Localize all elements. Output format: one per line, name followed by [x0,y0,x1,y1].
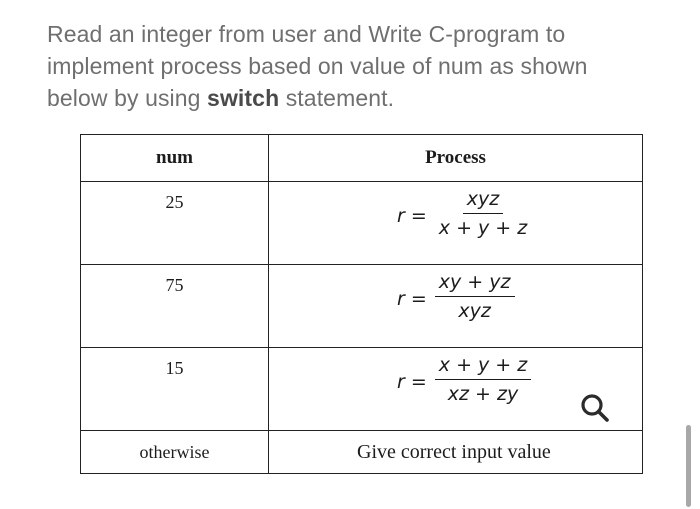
num-cell: 25 [81,182,269,265]
table-row [81,348,643,431]
formula [397,271,515,322]
question-prompt [47,18,647,114]
prompt-text-after: statement. [279,85,395,111]
num-cell: 75 [81,265,269,348]
formula [397,188,531,239]
fraction [435,354,531,405]
process-table [80,134,643,474]
header-num: num [81,135,269,182]
process-cell [269,265,643,348]
formula [397,354,531,405]
prompt-text-before: Read an integer from user and Write C-program to implement process based on value of num as shown below by using [47,21,588,111]
table-header-row [81,135,643,182]
fraction-denominator: xz + zy [447,383,519,405]
table-row [81,431,643,474]
process-cell [269,431,643,474]
process-cell [269,182,643,265]
table-row [81,265,643,348]
process-text: Give correct input value [357,440,551,463]
scrollbar[interactable] [686,425,691,507]
fraction-numerator: xyz [463,188,503,214]
fraction [435,271,515,322]
fraction [435,188,531,239]
formula-lhs: r = [397,204,427,227]
fraction-denominator: xyz [458,300,491,322]
header-process: Process [269,135,643,182]
prompt-keyword: switch [207,85,280,111]
formula-lhs: r = [397,370,427,393]
num-cell: otherwise [81,431,269,474]
fraction-numerator: xy + yz [435,271,515,297]
num-cell: 15 [81,348,269,431]
fraction-denominator: x + y + z [438,217,528,239]
fraction-numerator: x + y + z [435,354,531,380]
search-icon[interactable] [578,391,612,425]
table-row [81,182,643,265]
formula-lhs: r = [397,287,427,310]
